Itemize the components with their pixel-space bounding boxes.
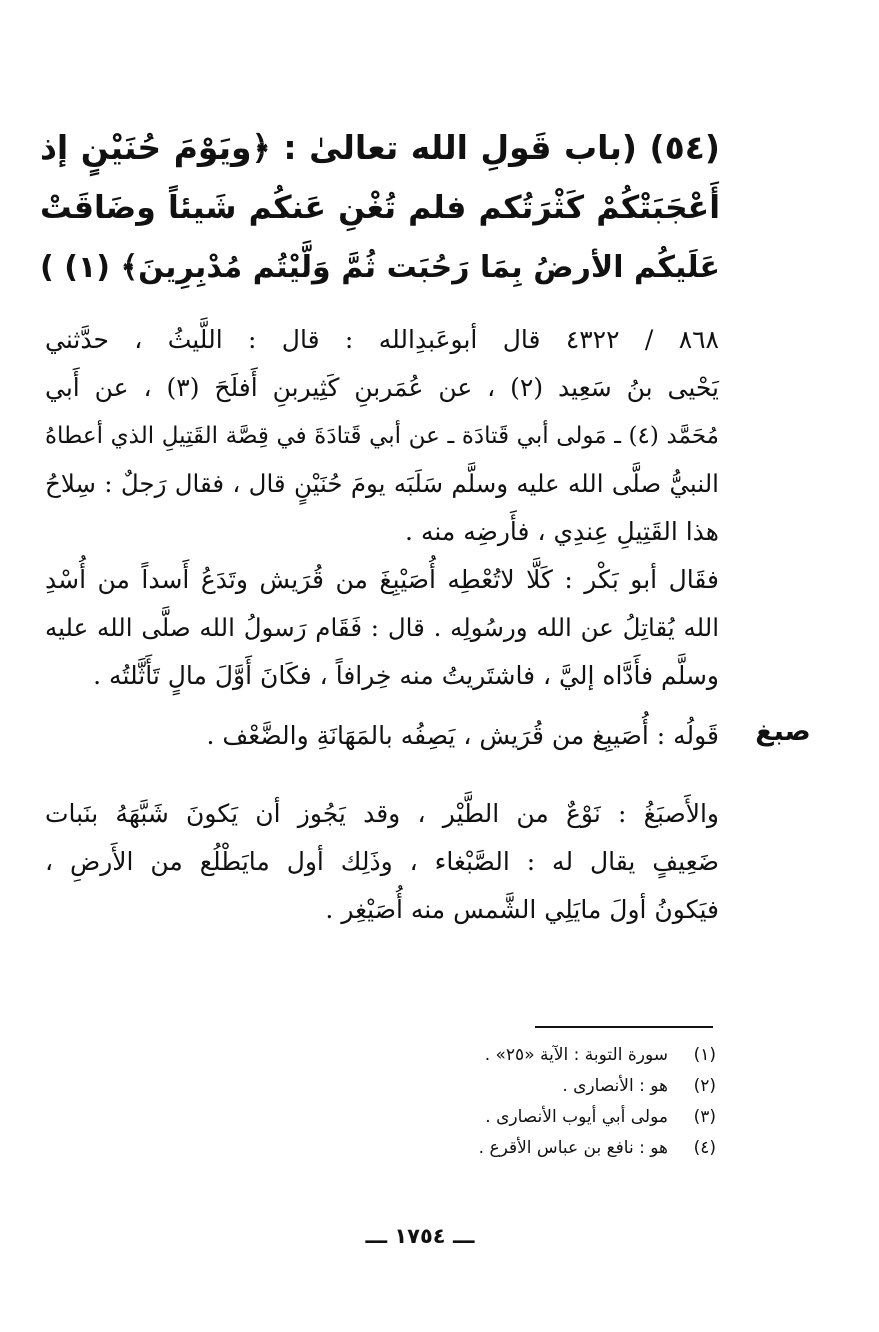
footnote-item bbox=[300, 1133, 716, 1164]
heading-line: (٥٤) (باب قَولِ الله تعالىٰ : ﴿ويَوْمَ حُنَيْنٍ إذ bbox=[40, 128, 720, 167]
abubakr-paragraph bbox=[45, 556, 719, 700]
text-line: والأَصبَغُ : نَوْعٌ من الطَّيْر ، وقد يَجُوز أن يَكونَ شَبَّهَهُ بنَبات bbox=[45, 799, 719, 828]
text-line: مُحَمَّد (٤) ـ مَولى أبي قَتادَة ـ عن أبي قَتادَةَ في قِصَّة القَتِيلِ الذي أعطاهُ bbox=[45, 423, 719, 449]
text-line: قَولُه : أُصَيبِغ من قُرَيش ، يَصِفُه بالمَهَانَةِ والضَّعْف . bbox=[206, 721, 719, 750]
footnotes bbox=[300, 1040, 716, 1164]
footnote-item bbox=[300, 1040, 716, 1071]
footnote-text: مولى أبي أيوب الأنصارى . bbox=[485, 1107, 668, 1127]
heading-line: أَعْجَبَتْكُمْ كَثْرَتُكم فلم تُغْنِ عَنكُم شَيئاً وضَاقَتْ bbox=[40, 190, 720, 226]
margin-root-word: صبغ bbox=[755, 716, 811, 747]
footnote-item bbox=[300, 1102, 716, 1133]
footnote-number: (٣) bbox=[693, 1107, 716, 1127]
footnote-text: هو : الأنصارى . bbox=[562, 1076, 668, 1096]
text-line: فيَكونُ أولَ مايَلِي الشَّمس منه أُصَيْغِر . bbox=[325, 895, 719, 924]
footnote-number: (٢) bbox=[693, 1076, 716, 1096]
text-line: هذا القَتِيلِ عِندِي ، فأَرضِه منه . bbox=[405, 517, 719, 546]
footnote-text: سورة التوبة : الآية «٢٥» . bbox=[484, 1045, 668, 1065]
asbagh-paragraph bbox=[45, 790, 719, 934]
text-line: ٨٦٨ / ٤٣٢٢ قال أبوعَبدِالله : قال : اللَّيثُ ، حدَّثني bbox=[45, 325, 719, 354]
text-line: الله يُقاتِلُ عن الله ورسُولِه . قال : فَقَام رَسولُ الله صلَّى الله عليه bbox=[45, 613, 719, 642]
text-line: يَحْيى بنُ سَعِيد (٢) ، عن عُمَربنِ كَثِيربنِ أَفلَحَ (٣) ، عن أَبي bbox=[45, 373, 719, 402]
footnote-divider bbox=[535, 1026, 713, 1028]
footnote-number: (٤) bbox=[693, 1138, 716, 1158]
text-line: فقَال أبو بَكْر : كَلَّا لاتُعْطِه أُصَيْبِغَ من قُرَيش وتَدَعُ أَسداً من أُسْدِ bbox=[45, 565, 719, 594]
heading-line: عَلَيكُم الأرضُ بِمَا رَحُبَت ثُمَّ وَلَّيْتُم مُدْبِرِينَ﴾ (١) ) bbox=[40, 250, 720, 285]
footnote-text: هو : نافع بن عباس الأقرع . bbox=[478, 1138, 668, 1158]
hadith-paragraph bbox=[45, 316, 719, 556]
text-line: النبيُّ صلَّى الله عليه وسلَّم سَلَبَه يومَ حُنَيْنٍ قال ، فقال رَجلٌ : سِلاحُ bbox=[45, 469, 719, 498]
gloss-paragraph bbox=[45, 712, 719, 760]
chapter-heading bbox=[40, 118, 720, 298]
text-line: وسلَّم فأَدَّاه إليَّ ، فاشتَريتُ منه خِرافاً ، فكَانَ أَوَّلَ مالٍ تَأَثَّلتُه . bbox=[93, 661, 719, 690]
page-number: ـــ ١٧٥٤ ـــ bbox=[365, 1224, 475, 1248]
footnote-item bbox=[300, 1071, 716, 1102]
footnote-number: (١) bbox=[693, 1045, 716, 1065]
text-line: ضَعِيفٍ يقال له : الصَّبْغاء ، وذَلِك أول مايَطْلُع من الأَرضِ ، bbox=[45, 847, 719, 876]
